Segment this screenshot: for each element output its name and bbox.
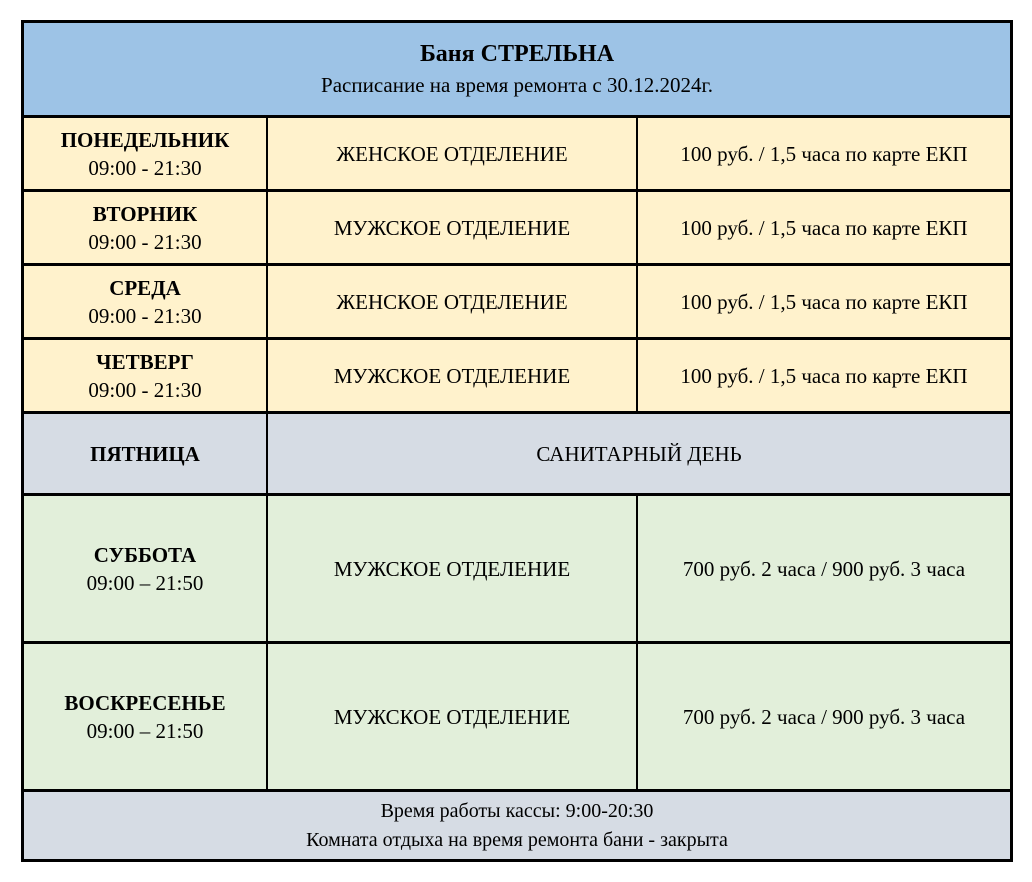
footer-cell	[24, 792, 1010, 859]
day-cell	[24, 644, 266, 789]
table-row	[24, 115, 1010, 189]
table-row	[24, 493, 1010, 641]
day-hours: 09:00 – 21:50	[86, 570, 204, 595]
sanitary-day-cell: САНИТАРНЫЙ ДЕНЬ	[266, 414, 1010, 493]
price-cell: 100 руб. / 1,5 часа по карте ЕКП	[636, 192, 1010, 263]
day-cell	[24, 414, 266, 493]
section-cell: МУЖСКОЕ ОТДЕЛЕНИЕ	[266, 340, 636, 411]
section-cell: МУЖСКОЕ ОТДЕЛЕНИЕ	[266, 496, 636, 641]
price-cell: 700 руб. 2 часа / 900 руб. 3 часа	[636, 496, 1010, 641]
price-cell: 100 руб. / 1,5 часа по карте ЕКП	[636, 118, 1010, 189]
header-cell	[24, 23, 1010, 115]
schedule-table	[21, 20, 1013, 862]
day-name: ПОНЕДЕЛЬНИК	[60, 127, 230, 152]
day-hours: 09:00 - 21:30	[88, 377, 202, 402]
section-cell: ЖЕНСКОЕ ОТДЕЛЕНИЕ	[266, 266, 636, 337]
page-title: Баня СТРЕЛЬНА	[419, 41, 615, 67]
day-cell	[24, 192, 266, 263]
day-name: СУББОТА	[93, 542, 197, 567]
day-name: СРЕДА	[109, 275, 181, 300]
day-name: ВОСКРЕСЕНЬЕ	[64, 690, 226, 715]
section-cell: ЖЕНСКОЕ ОТДЕЛЕНИЕ	[266, 118, 636, 189]
day-cell	[24, 118, 266, 189]
cashier-hours: Время работы кассы: 9:00-20:30	[380, 799, 654, 822]
rest-room-note: Комната отдыха на время ремонта бани - закрыта	[306, 828, 728, 851]
table-row	[24, 641, 1010, 789]
day-hours: 09:00 – 21:50	[86, 718, 204, 743]
table-row	[24, 189, 1010, 263]
section-cell: МУЖСКОЕ ОТДЕЛЕНИЕ	[266, 644, 636, 789]
table-row	[24, 263, 1010, 337]
day-name: ВТОРНИК	[92, 201, 198, 226]
price-cell: 100 руб. / 1,5 часа по карте ЕКП	[636, 340, 1010, 411]
table-row	[24, 337, 1010, 411]
day-hours: 09:00 - 21:30	[88, 303, 202, 328]
price-cell: 100 руб. / 1,5 часа по карте ЕКП	[636, 266, 1010, 337]
table-row-friday	[24, 411, 1010, 493]
page-subtitle: Расписание на время ремонта с 30.12.2024г.	[321, 73, 713, 97]
day-cell	[24, 340, 266, 411]
day-hours: 09:00 - 21:30	[88, 155, 202, 180]
day-name: ЧЕТВЕРГ	[96, 349, 194, 374]
day-name: ПЯТНИЦА	[90, 441, 200, 466]
table-header	[24, 23, 1010, 115]
day-cell	[24, 266, 266, 337]
day-cell	[24, 496, 266, 641]
price-cell: 700 руб. 2 часа / 900 руб. 3 часа	[636, 644, 1010, 789]
table-footer	[24, 789, 1010, 859]
section-cell: МУЖСКОЕ ОТДЕЛЕНИЕ	[266, 192, 636, 263]
day-hours: 09:00 - 21:30	[88, 229, 202, 254]
